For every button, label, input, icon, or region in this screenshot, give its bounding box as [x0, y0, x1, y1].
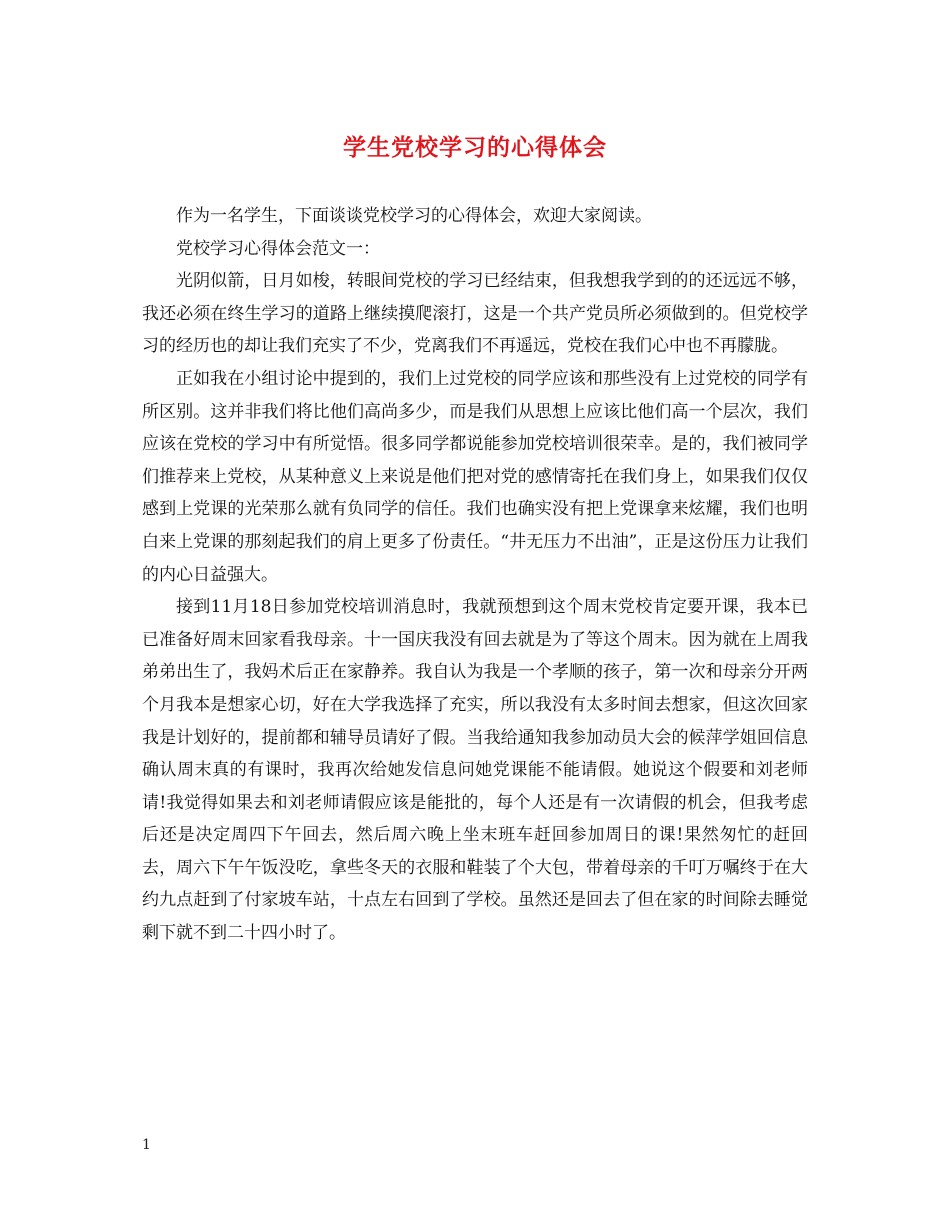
body-paragraph: 作为一名学生，下面谈谈党校学习的心得体会，欢迎大家阅读。 [176, 206, 652, 226]
document-title: 学生党校学习的心得体会 [343, 134, 607, 161]
body-paragraph: 接到11月18日参加党校培训消息时，我就预想到这个周末党校肯定要开课，我本已已准备好周末回家看我母亲。十一国庆我没有回去就是为了等这个周末。因为就在上周我弟弟出生了，我妈术后正在家静养。我自认为我是一个孝顺的孩子，第一次和母亲分开两个月我本是想家心切，好在大学我选择了充实，所以我没有太多时间去想家，但这次回家我是计划好的，提前都和辅导员请好了假。当我给通知我参加动员大会的候萍学姐回信息确认周末真的有课时，我再次给她发信息问她党课能不能请假。她说这个假要和刘老师请!我觉得如果去和刘老师请假应该是能批的，每个人还是有一次请假的机会，但我考虑后还是决定周四下午回去，然后周六晚上坐末班车赶回参加周日的课!果然匆忙的赶回去，周六下午午饭没吃，拿些冬天的衣服和鞋装了个大包，带着母亲的千叮万嘱终于在大约九点赶到了付家坡车站，十点左右回到了学校。虽然还是回去了但在家的时间除去睡觉剩下就不到二十四小时了。 [142, 597, 808, 944]
body-paragraph: 党校学习心得体会范文一： [176, 238, 380, 259]
body-paragraph: 光阴似箭，日月如梭，转眼间党校的学习已经结束，但我想我学到的的还远远不够，我还必须在终生学习的道路上继续摸爬滚打，这是一个共产党员所必须做到的。但党校学习的经历也的却让我们充实了不少，党离我们不再遥远，党校在我们心中也不再朦胧。 [142, 271, 808, 357]
page-number: 1 [142, 1137, 151, 1153]
document-body [142, 200, 808, 950]
body-paragraph: 正如我在小组讨论中提到的，我们上过党校的同学应该和那些没有上过党校的同学有所区别。这并非我们将比他们高尚多少，而是我们从思想上应该比他们高一个层次，我们应该在党校的学习中有所觉悟。很多同学都说能参加党校培训很荣幸。是的，我们被同学们推荐来上党校，从某种意义上来说是他们把对党的感情寄托在我们身上，如果我们仅仅感到上党课的光荣那么就有负同学的信任。我们也确实没有把上党课拿来炫耀，我们也明白来上党课的那刻起我们的肩上更多了份责任。“井无压力不出油”，正是这份压力让我们的内心日益强大。 [142, 368, 808, 585]
